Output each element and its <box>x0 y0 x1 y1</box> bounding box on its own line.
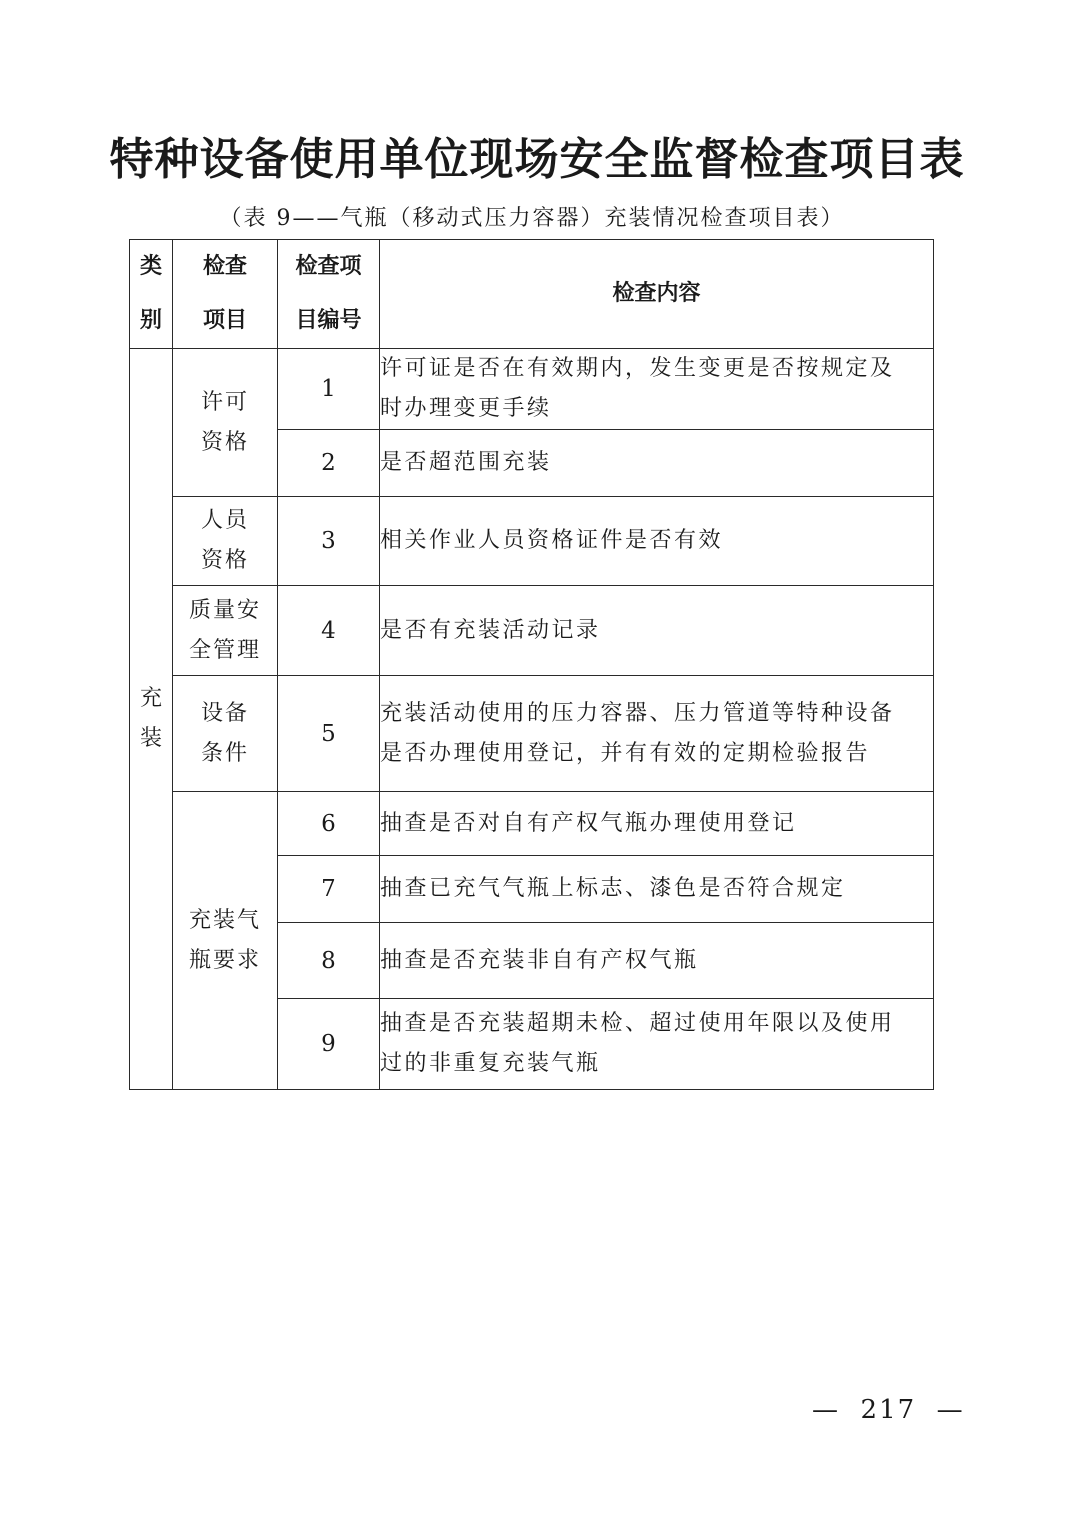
table-row <box>130 349 934 430</box>
table-subtitle: （表 9——气瓶（移动式压力容器）充装情况检查项目表） <box>219 206 845 231</box>
content-cell: 是否有充装活动记录 <box>380 586 934 676</box>
header-category: 类 别 <box>130 240 173 349</box>
content-cell: 相关作业人员资格证件是否有效 <box>380 497 934 586</box>
number-cell: 6 <box>278 792 380 856</box>
inspection-table <box>129 239 934 1090</box>
content-cell: 抽查是否对自有产权气瓶办理使用登记 <box>380 792 934 856</box>
item-cell: 设备 条件 <box>173 676 278 792</box>
item-cell: 充装气 瓶要求 <box>173 792 278 1090</box>
item-cell: 人员 资格 <box>173 497 278 586</box>
header-number: 检查项 目编号 <box>278 240 380 349</box>
number-cell: 3 <box>278 497 380 586</box>
number-cell: 7 <box>278 856 380 923</box>
header-content: 检查内容 <box>380 240 934 349</box>
number-cell: 8 <box>278 923 380 999</box>
number-cell: 5 <box>278 676 380 792</box>
number-cell: 9 <box>278 999 380 1090</box>
content-cell: 抽查是否充装超期未检、超过使用年限以及使用 过的非重复充装气瓶 <box>380 999 934 1090</box>
table-row <box>130 497 934 586</box>
item-cell: 质量安 全管理 <box>173 586 278 676</box>
content-cell: 抽查已充气气瓶上标志、漆色是否符合规定 <box>380 856 934 923</box>
number-cell: 1 <box>278 349 380 430</box>
page-title: 特种设备使用单位现场安全监督检查项目表 <box>109 134 965 185</box>
content-cell: 抽查是否充装非自有产权气瓶 <box>380 923 934 999</box>
category-cell: 充 装 <box>130 349 173 1090</box>
table-row <box>130 792 934 856</box>
number-cell: 4 <box>278 586 380 676</box>
item-cell: 许可 资格 <box>173 349 278 497</box>
header-row <box>130 240 934 349</box>
content-cell: 许可证是否在有效期内，发生变更是否按规定及 时办理变更手续 <box>380 349 934 430</box>
number-cell: 2 <box>278 430 380 497</box>
page-number: — 217 — <box>812 1395 965 1425</box>
content-cell: 是否超范围充装 <box>380 430 934 497</box>
header-item: 检查 项目 <box>173 240 278 349</box>
table-row <box>130 586 934 676</box>
content-cell: 充装活动使用的压力容器、压力管道等特种设备 是否办理使用登记，并有有效的定期检验报告 <box>380 676 934 792</box>
table-row <box>130 676 934 792</box>
